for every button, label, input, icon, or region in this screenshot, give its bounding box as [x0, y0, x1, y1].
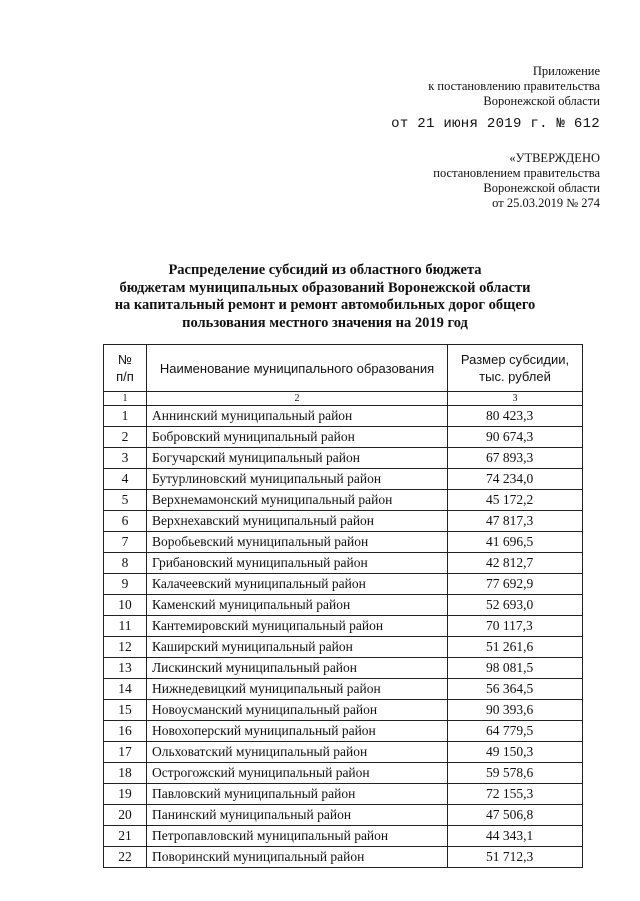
table-row: [104, 490, 583, 511]
row-number: 20: [104, 805, 147, 826]
row-sum: 80 423,3: [448, 406, 583, 427]
table-row: [104, 406, 583, 427]
row-number: 7: [104, 532, 147, 553]
row-sum: 77 692,9: [448, 574, 583, 595]
table-row: [104, 679, 583, 700]
row-sum: 45 172,2: [448, 490, 583, 511]
row-name: Бобровский муниципальный район: [147, 427, 448, 448]
header-number-line2: п/п: [116, 369, 134, 384]
row-number: 17: [104, 742, 147, 763]
row-number: 10: [104, 595, 147, 616]
table-row: [104, 595, 583, 616]
row-number: 22: [104, 847, 147, 868]
approved-line: «УТВЕРЖДЕНО: [509, 151, 600, 165]
appendix-line: Воронежской области: [483, 94, 600, 108]
row-sum: 59 578,6: [448, 763, 583, 784]
approved-line: Воронежской области: [483, 181, 600, 195]
row-sum: 70 117,3: [448, 616, 583, 637]
table-row: [104, 721, 583, 742]
column-index-row: [104, 392, 583, 406]
row-number: 3: [104, 448, 147, 469]
row-sum: 90 393,6: [448, 700, 583, 721]
table-row: [104, 511, 583, 532]
decree-stamp: от 21 июня 2019 г. № 612: [391, 116, 600, 132]
header-sum-line1: Размер субсидии,: [460, 352, 570, 367]
row-sum: 49 150,3: [448, 742, 583, 763]
table-row: [104, 658, 583, 679]
row-sum: 52 693,0: [448, 595, 583, 616]
table-row: [104, 637, 583, 658]
row-sum: 47 817,3: [448, 511, 583, 532]
appendix-block: [340, 64, 600, 132]
column-index: 2: [147, 392, 448, 406]
row-name: Лискинский муниципальный район: [147, 658, 448, 679]
row-number: 13: [104, 658, 147, 679]
title-line: бюджетам муниципальных образований Воронежской области: [119, 279, 531, 296]
appendix-line: к постановлению правительства: [428, 79, 600, 93]
row-name: Верхнемамонский муниципальный район: [147, 490, 448, 511]
row-name: Каширский муниципальный район: [147, 637, 448, 658]
table-row: [104, 826, 583, 847]
row-name: Ольховатский муниципальный район: [147, 742, 448, 763]
table-row: [104, 574, 583, 595]
row-number: 19: [104, 784, 147, 805]
row-sum: 74 234,0: [448, 469, 583, 490]
row-sum: 51 712,3: [448, 847, 583, 868]
row-sum: 47 506,8: [448, 805, 583, 826]
row-number: 12: [104, 637, 147, 658]
row-number: 2: [104, 427, 147, 448]
table-row: [104, 553, 583, 574]
table-row: [104, 784, 583, 805]
row-sum: 44 343,1: [448, 826, 583, 847]
table-row: [104, 763, 583, 784]
subsidy-table: [103, 344, 583, 868]
row-sum: 56 364,5: [448, 679, 583, 700]
row-name: Петропавловский муниципальный район: [147, 826, 448, 847]
column-index: 1: [104, 392, 147, 406]
header-number: [104, 345, 147, 392]
row-name: Нижнедевицкий муниципальный район: [147, 679, 448, 700]
row-name: Новохоперский муниципальный район: [147, 721, 448, 742]
row-sum: 90 674,3: [448, 427, 583, 448]
row-name: Аннинский муниципальный район: [147, 406, 448, 427]
row-number: 15: [104, 700, 147, 721]
header-number-line1: №: [118, 352, 132, 367]
row-sum: 72 155,3: [448, 784, 583, 805]
row-name: Воробьевский муниципальный район: [147, 532, 448, 553]
row-number: 16: [104, 721, 147, 742]
table-row: [104, 532, 583, 553]
row-sum: 98 081,5: [448, 658, 583, 679]
row-number: 18: [104, 763, 147, 784]
document-title: [80, 262, 570, 332]
row-name: Кантемировский муниципальный район: [147, 616, 448, 637]
table-row: [104, 805, 583, 826]
row-name: Павловский муниципальный район: [147, 784, 448, 805]
header-sum-line2: тыс. рублей: [479, 369, 551, 384]
title-line: Распределение субсидий из областного бюджета: [168, 262, 482, 278]
header-sum: [448, 345, 583, 392]
row-name: Грибановский муниципальный район: [147, 553, 448, 574]
row-name: Богучарский муниципальный район: [147, 448, 448, 469]
row-number: 9: [104, 574, 147, 595]
row-name: Новоусманский муниципальный район: [147, 700, 448, 721]
table-row: [104, 847, 583, 868]
table-header-row: [104, 345, 583, 392]
row-name: Острогожский муниципальный район: [147, 763, 448, 784]
table-row: [104, 427, 583, 448]
row-number: 21: [104, 826, 147, 847]
table-row: [104, 448, 583, 469]
row-sum: 67 893,3: [448, 448, 583, 469]
row-number: 8: [104, 553, 147, 574]
column-index: 3: [448, 392, 583, 406]
table-row: [104, 616, 583, 637]
row-name: Бутурлиновский муниципальный район: [147, 469, 448, 490]
row-number: 5: [104, 490, 147, 511]
approved-line: от 25.03.2019 № 274: [492, 196, 600, 210]
header-name: Наименование муниципального образования: [147, 345, 448, 392]
row-number: 11: [104, 616, 147, 637]
row-number: 6: [104, 511, 147, 532]
table-row: [104, 700, 583, 721]
row-name: Панинский муниципальный район: [147, 805, 448, 826]
row-name: Поворинский муниципальный район: [147, 847, 448, 868]
row-name: Верхнехавский муниципальный район: [147, 511, 448, 532]
approved-block: [340, 151, 600, 211]
row-name: Калачеевский муниципальный район: [147, 574, 448, 595]
row-name: Каменский муниципальный район: [147, 595, 448, 616]
appendix-line: Приложение: [532, 64, 600, 78]
approved-line: постановлением правительства: [433, 166, 600, 180]
row-sum: 42 812,7: [448, 553, 583, 574]
table-body: [104, 406, 583, 868]
row-sum: 41 696,5: [448, 532, 583, 553]
table-row: [104, 469, 583, 490]
row-sum: 51 261,6: [448, 637, 583, 658]
row-number: 1: [104, 406, 147, 427]
title-line: на капитальный ремонт и ремонт автомобильных дорог общего: [114, 297, 536, 313]
row-number: 14: [104, 679, 147, 700]
table-row: [104, 742, 583, 763]
title-line: пользования местного значения на 2019 год: [182, 314, 468, 331]
row-sum: 64 779,5: [448, 721, 583, 742]
row-number: 4: [104, 469, 147, 490]
